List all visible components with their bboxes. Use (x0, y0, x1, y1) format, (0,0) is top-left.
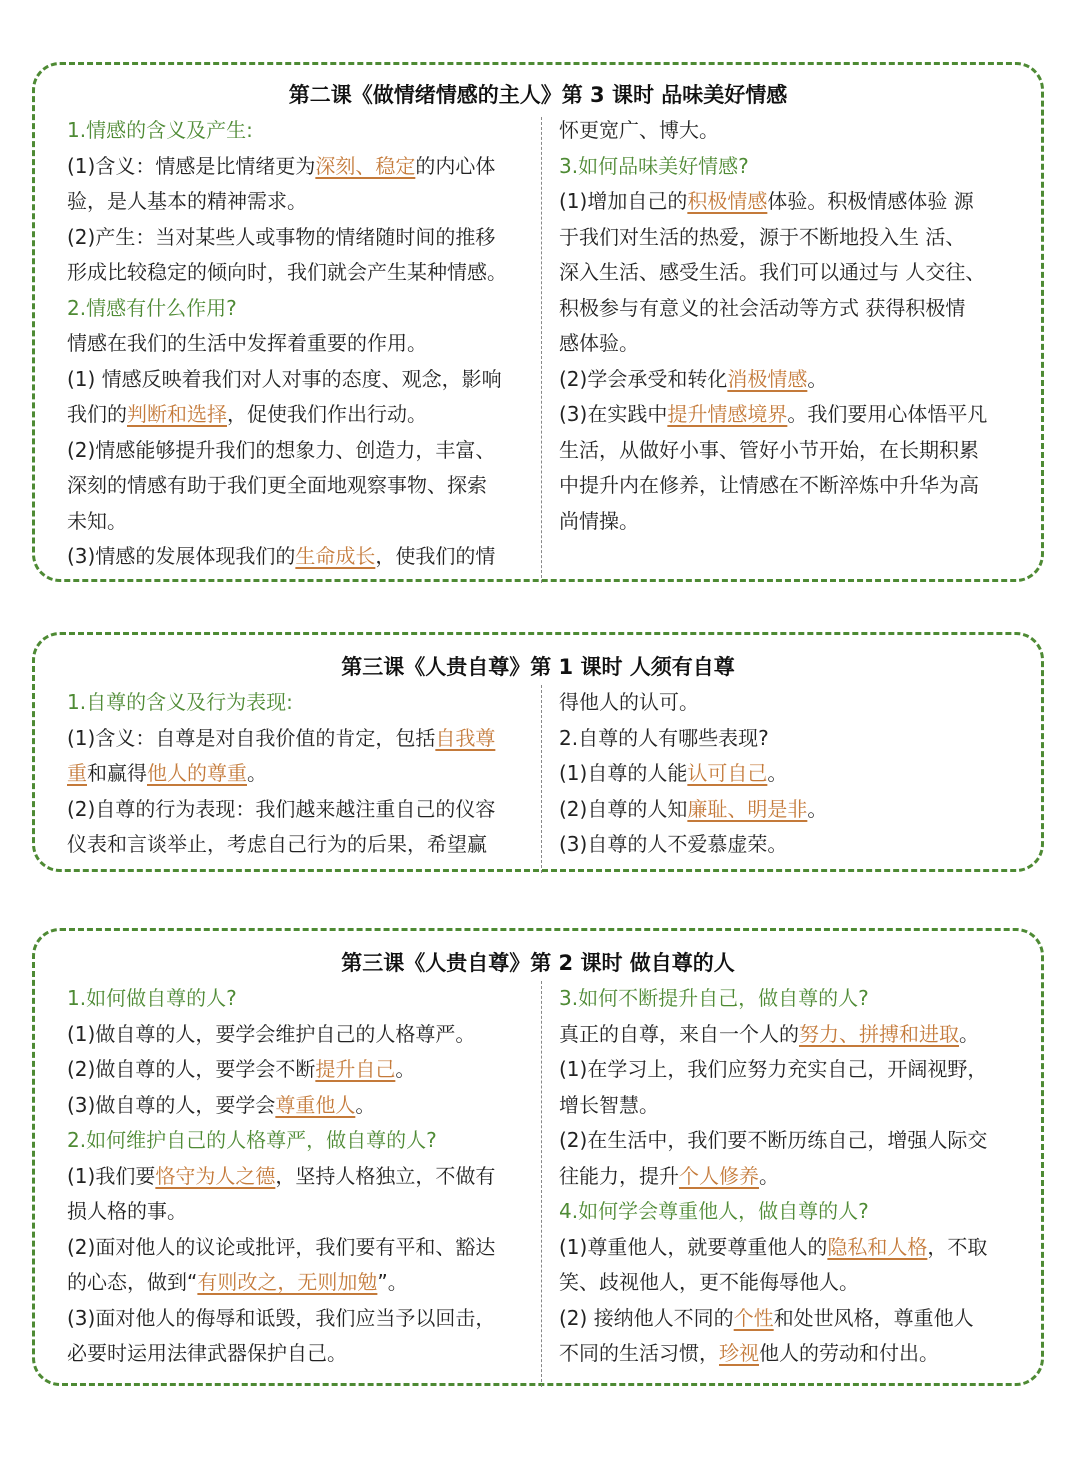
column-divider (541, 117, 542, 583)
text-line (559, 220, 1021, 256)
section-heading (67, 291, 529, 327)
text-line (559, 792, 1021, 828)
text-line (559, 1017, 1021, 1053)
text-segment: 。 (807, 796, 828, 821)
text-segment: 生活，从做好小事、管好小节开始，在长期积累 (559, 437, 979, 462)
text-segment: 深刻的情感有助于我们更全面地观察事物、探索 (67, 473, 487, 497)
key-term: 深刻、稳定 (315, 153, 416, 178)
text-segment: 和赢得 (87, 761, 147, 785)
text-segment: ”。 (377, 1270, 408, 1294)
text-segment: 1.如何做自尊的人? (67, 986, 237, 1010)
text-segment: 必要时运用法律武器保护自己。 (67, 1341, 347, 1365)
text-segment: 2.情感有什么作用? (67, 295, 237, 320)
key-term: 个人修养 (679, 1163, 759, 1188)
section-heading (559, 149, 1021, 185)
text-segment: (1)我们要 (67, 1163, 156, 1188)
text-segment: 验，是人基本的精神需求。 (67, 189, 307, 213)
column-divider (541, 981, 542, 1387)
section-heading (67, 113, 529, 149)
key-term: 提升情感境界 (667, 402, 788, 426)
key-term: 生命成长 (295, 544, 376, 568)
text-segment: (3)做自尊的人，要学会 (67, 1092, 276, 1117)
text-line (67, 433, 529, 469)
text-segment: 深入生活、感受生活。我们可以通过与 人交往、 (559, 260, 986, 284)
text-segment: (2)产生：当对某些人或事物的情绪随时间的推移 (67, 224, 496, 249)
text-line (559, 291, 1021, 327)
text-line (67, 827, 529, 863)
text-segment: (2)做自尊的人，要学会不断 (67, 1057, 316, 1081)
text-segment: (2)情感能够提升我们的想象力、创造力，丰富、 (67, 437, 496, 462)
text-segment: 。 (395, 1057, 416, 1081)
key-term: 积极情感 (687, 189, 768, 213)
key-term: 认可自己 (687, 761, 768, 785)
text-line (559, 1159, 1021, 1195)
text-segment: 的心态，做到“ (67, 1270, 198, 1294)
text-line (559, 184, 1021, 220)
text-segment: 2.自尊的人有哪些表现? (559, 725, 769, 750)
right-column (559, 685, 1021, 863)
text-segment: 形成比较稳定的倾向时，我们就会产生某种情感。 (67, 260, 507, 284)
text-segment: (3)情感的发展体现我们的 (67, 544, 296, 568)
text-segment: (3)面对他人的侮辱和诋毁，我们应当予以回击， (67, 1305, 496, 1330)
text-line (559, 1265, 1021, 1301)
text-segment: 得他人的认可。 (559, 690, 699, 714)
text-segment: (1)做自尊的人，要学会维护自己的人格尊严。 (67, 1021, 476, 1046)
key-term: 隐私和人格 (827, 1234, 928, 1259)
text-line (67, 1301, 529, 1337)
text-line (67, 539, 529, 575)
section-heading (67, 1123, 529, 1159)
text-line (559, 1230, 1021, 1266)
right-column (559, 981, 1021, 1372)
key-term: 努力、拼搏和进取 (799, 1021, 959, 1046)
text-line (559, 397, 1021, 433)
key-term: 有则改之，无则加勉 (197, 1270, 378, 1294)
text-segment: (3)在实践中 (559, 402, 668, 426)
text-line (67, 1230, 529, 1266)
text-segment: 体验。积极情感体验 源 (767, 189, 974, 213)
text-segment: 1.自尊的含义及行为表现: (67, 690, 293, 714)
card-title: 第三课《人贵自尊》第 1 课时 人须有自尊 (341, 655, 735, 679)
text-line (559, 1336, 1021, 1372)
text-line (67, 721, 529, 757)
text-line (67, 504, 529, 540)
text-line (559, 721, 1021, 757)
text-segment: 仪表和言谈举止，考虑自己行为的后果，希望赢 (67, 832, 487, 856)
text-segment: 他人的劳动和付出。 (759, 1341, 939, 1365)
text-line (559, 362, 1021, 398)
text-segment: (1)在学习上，我们应努力充实自己，开阔视野， (559, 1057, 988, 1081)
column-divider (541, 685, 542, 873)
text-segment: (3)自尊的人不爱慕虚荣。 (559, 832, 788, 856)
text-line (67, 1017, 529, 1053)
text-line (67, 362, 529, 398)
text-line (67, 255, 529, 291)
key-term: 自我尊 (435, 725, 496, 750)
text-segment: 和处世风格，尊重他人 (773, 1305, 974, 1330)
text-line (67, 792, 529, 828)
text-line (67, 1194, 529, 1230)
key-term: 提升自己 (315, 1057, 396, 1081)
text-line (559, 1088, 1021, 1124)
section-heading (67, 981, 529, 1017)
text-segment: 未知。 (67, 508, 127, 533)
text-segment: (1)自尊的人能 (559, 761, 688, 785)
text-line (559, 433, 1021, 469)
text-line (559, 756, 1021, 792)
key-term: 个性 (733, 1305, 774, 1330)
text-line (559, 1301, 1021, 1337)
text-segment: 的内心体 (415, 153, 496, 178)
section-heading (559, 1194, 1021, 1230)
text-segment: ，促使我们作出行动。 (227, 402, 427, 426)
text-segment: (1) 情感反映着我们对人对事的态度、观念，影响 (67, 366, 502, 391)
text-segment: (2)面对他人的议论或批评，我们要有平和、豁达 (67, 1234, 496, 1259)
text-segment: 感体验。 (559, 331, 639, 355)
text-segment: 不同的生活习惯， (559, 1341, 719, 1365)
text-segment: 增长智慧。 (559, 1092, 659, 1117)
text-segment: 。 (959, 1021, 979, 1046)
text-line (559, 827, 1021, 863)
text-line (67, 1088, 529, 1124)
text-segment: 情感在我们的生活中发挥着重要的作用。 (67, 331, 427, 355)
text-segment: 积极参与有意义的社会活动等方式 获得积极情 (559, 295, 966, 320)
text-segment: 4.如何学会尊重他人，做自尊的人? (559, 1199, 869, 1223)
text-segment: 于我们对生活的热爱，源于不断地投入生 活、 (559, 224, 966, 249)
text-segment: 笑、歧视他人，更不能侮辱他人。 (559, 1270, 859, 1294)
text-line (559, 504, 1021, 540)
key-term: 他人的尊重 (147, 761, 247, 785)
text-segment: (2)学会承受和转化 (559, 366, 728, 391)
text-line (559, 685, 1021, 721)
text-line (67, 756, 529, 792)
text-line (559, 255, 1021, 291)
left-column (67, 981, 529, 1372)
card-title: 第二课《做情绪情感的主人》第 3 课时 品味美好情感 (288, 83, 788, 107)
text-segment: 2.如何维护自己的人格尊严，做自尊的人? (67, 1128, 437, 1152)
card-title: 第三课《人贵自尊》第 2 课时 做自尊的人 (341, 951, 735, 975)
text-segment: 。 (355, 1092, 376, 1117)
text-segment: 往能力，提升 (559, 1163, 679, 1188)
text-line (559, 468, 1021, 504)
text-segment: 。 (759, 1163, 779, 1188)
text-segment: ，使我们的情 (375, 544, 496, 568)
text-line (559, 113, 1021, 149)
key-term: 判断和选择 (127, 402, 227, 426)
text-segment: (2) 接纳他人不同的 (559, 1305, 734, 1330)
text-line (67, 1336, 529, 1372)
text-segment: 。 (247, 761, 267, 785)
text-line (559, 1052, 1021, 1088)
text-line (67, 1052, 529, 1088)
key-term: 重 (67, 761, 87, 785)
section-heading (67, 685, 529, 721)
text-line (67, 1159, 529, 1195)
text-segment: (2)自尊的人知 (559, 796, 688, 821)
text-segment: (1)尊重他人，就要尊重他人的 (559, 1234, 828, 1259)
key-term: 消极情感 (727, 366, 808, 391)
lesson-card-1 (32, 62, 1044, 582)
left-column (67, 685, 529, 863)
text-line (67, 468, 529, 504)
text-segment: 3.如何不断提升自己，做自尊的人? (559, 986, 869, 1010)
text-segment: 。我们要用心体悟平凡 (787, 402, 988, 426)
text-line (67, 397, 529, 433)
text-line (67, 326, 529, 362)
lesson-card-3 (32, 928, 1044, 1386)
key-term: 恪守为人之德 (155, 1163, 276, 1188)
key-term: 珍视 (719, 1341, 759, 1365)
text-segment: 1.情感的含义及产生: (67, 118, 253, 142)
text-segment: (1)增加自己的 (559, 189, 688, 213)
text-segment: 。 (807, 366, 828, 391)
text-line (67, 1265, 529, 1301)
text-segment: 3.如何品味美好情感? (559, 153, 749, 178)
text-segment: 中提升内在修养，让情感在不断淬炼中升华为高 (559, 473, 979, 497)
text-segment: 我们的 (67, 402, 127, 426)
text-segment: ，不取 (927, 1234, 988, 1259)
text-segment: (1)含义：自尊是对自我价值的肯定，包括 (67, 725, 436, 750)
text-line (559, 1123, 1021, 1159)
text-segment: 怀更宽广、博大。 (559, 118, 719, 142)
section-heading (559, 981, 1021, 1017)
text-line (67, 149, 529, 185)
text-segment: 损人格的事。 (67, 1199, 187, 1223)
text-segment: 尚情操。 (559, 508, 639, 533)
text-line (67, 220, 529, 256)
text-segment: (2)在生活中，我们要不断历练自己，增强人际交 (559, 1128, 988, 1152)
text-segment: 真正的自尊，来自一个人的 (559, 1021, 799, 1046)
text-segment: 。 (767, 761, 788, 785)
text-segment: ，坚持人格独立，不做有 (275, 1163, 496, 1188)
key-term: 尊重他人 (275, 1092, 356, 1117)
left-column (67, 113, 529, 575)
text-segment: (1)含义：情感是比情绪更为 (67, 153, 316, 178)
text-segment: (2)自尊的行为表现：我们越来越注重自己的仪容 (67, 796, 496, 821)
lesson-card-2 (32, 632, 1044, 872)
right-column (559, 113, 1021, 539)
text-line (67, 184, 529, 220)
key-term: 廉耻、明是非 (687, 796, 808, 821)
text-line (559, 326, 1021, 362)
